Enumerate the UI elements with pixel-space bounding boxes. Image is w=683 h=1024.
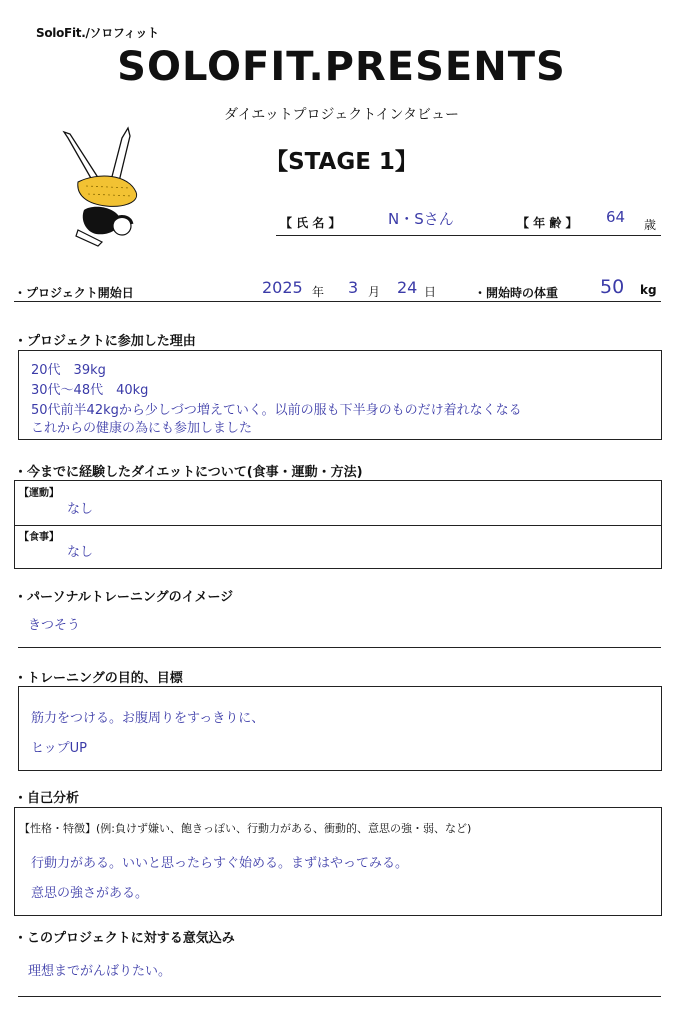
exercise-label: 【運動】 [19, 488, 59, 499]
stage-heading: 【STAGE 1】 [265, 149, 418, 175]
training-image-heading: ・パーソナルトレーニングのイメージ [14, 590, 234, 605]
profile-underline [276, 235, 661, 236]
self-analysis-line: 行動力がある。いいと思ったらすぐ始める。まずはやってみる。 [31, 856, 409, 871]
motivation-value: 理想までがんばりたい。 [28, 964, 172, 979]
self-analysis-line: 意思の強さがある。 [31, 886, 149, 901]
page-title: SOLOFIT.PRESENTS [117, 44, 566, 90]
page-subtitle: ダイエットプロジェクトインタビュー [224, 107, 459, 123]
start-underline [14, 301, 661, 302]
food-value: なし [67, 545, 94, 560]
month-unit: 月 [368, 285, 381, 299]
reason-line: 30代～48代 40kg [31, 383, 149, 398]
self-analysis-box [14, 807, 662, 916]
start-month: 3 [348, 278, 359, 297]
name-label: 【 氏 名 】 [280, 216, 341, 230]
training-image-underline [18, 647, 661, 648]
reason-line: 20代 39kg [31, 363, 106, 378]
goal-line: 筋力をつける。お腹周りをすっきりに、 [31, 711, 265, 726]
exercise-value: なし [67, 502, 94, 517]
goal-heading: ・トレーニングの目的、目標 [14, 671, 183, 686]
start-weight-label: ・開始時の体重 [474, 286, 559, 300]
age-value: 64 [606, 208, 626, 226]
reason-box [18, 350, 662, 440]
day-unit: 日 [424, 285, 437, 299]
goal-box [18, 686, 662, 771]
start-weight-value: 50 [600, 276, 625, 298]
motivation-heading: ・このプロジェクトに対する意気込み [14, 931, 235, 946]
year-unit: 年 [312, 285, 325, 299]
age-label: 【 年 齢 】 [517, 216, 578, 230]
motivation-underline [18, 996, 661, 997]
measuring-tape-dancer-illustration [58, 122, 148, 250]
brand-logo: SoloFit./ソロフィット [36, 26, 159, 40]
box-divider [15, 525, 661, 526]
past-diet-heading: ・今までに経験したダイエットについて(食事・運動・方法) [14, 465, 363, 480]
start-day: 24 [397, 278, 418, 297]
start-date-label: ・プロジェクト開始日 [14, 286, 134, 300]
training-image-value: きつそう [28, 618, 81, 633]
age-unit: 歳 [644, 218, 657, 232]
weight-unit: kg [640, 283, 657, 297]
reason-line: これからの健康の為にも参加しました [31, 421, 253, 436]
reason-line: 50代前半42kgから少しづつ増えていく。以前の服も下半身のものだけ着れなくなる [31, 403, 522, 418]
reason-heading: ・プロジェクトに参加した理由 [14, 334, 196, 349]
goal-line: ヒップUP [31, 741, 87, 756]
start-year: 2025 [262, 278, 303, 297]
self-analysis-hint: 【性格・特徴】(例:負けず嫌い、飽きっぽい、行動力がある、衝動的、意思の強・弱、など) [19, 822, 472, 835]
past-diet-box [14, 480, 662, 569]
name-value: N・Sさん [388, 210, 454, 228]
self-analysis-heading: ・自己分析 [14, 791, 80, 806]
food-label: 【食事】 [19, 532, 59, 543]
